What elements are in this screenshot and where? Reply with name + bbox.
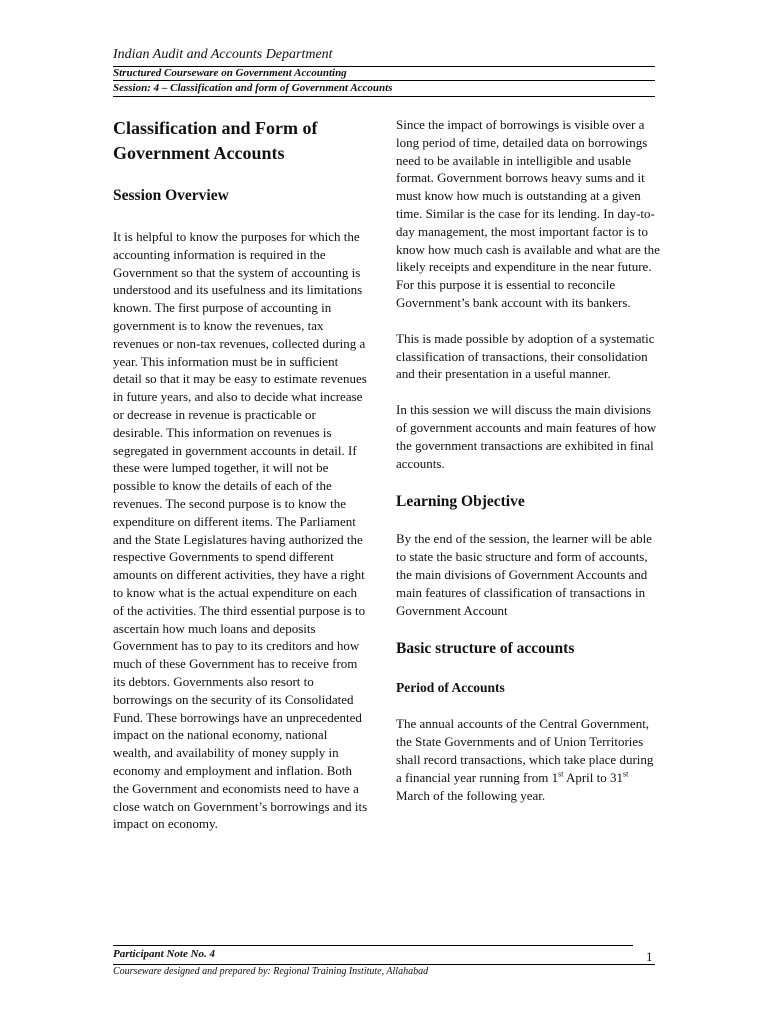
learning-objective-heading: Learning Objective <box>396 493 525 511</box>
session-intro-paragraph: In this session we will discuss the main divisions of government accounts and main features of how the government transactions are exhibited in final accounts. <box>396 402 657 471</box>
header-courseware: Structured Courseware on Government Accounting <box>113 67 347 79</box>
left-column <box>113 116 368 833</box>
borrowings-paragraph: Since the impact of borrowings is visible over a long period of time, detailed data on borrowings need to be available in intelligible and usable format. Government borrows heavy sums and it must know how much is outstanding at a given time. Similar is the case for its lending. In day-to-day management, the most important factor is to know how much cash is available and what are the likely receipts and expenditure in the near future. For this purpose it is essential to reconcile Government’s bank account with its bankers. <box>396 117 660 310</box>
header-department: Indian Audit and Accounts Department <box>113 47 333 62</box>
header-session: Session: 4 – Classification and form of Government Accounts <box>113 82 393 94</box>
page-title: Classification and Form of Government Accounts <box>113 118 318 163</box>
right-column <box>396 116 661 804</box>
header-rule-middle <box>113 80 655 81</box>
footer-rule <box>113 945 633 946</box>
session-overview-text: It is helpful to know the purposes for which the accounting information is required in the Government so that the system of accounting is understood and its usefulness and its limitations known. The first purpose of accounting in government is to know the revenues, tax revenues or non-tax revenues, collected during a year. This information must be in sufficient detail so that it may be easy to estimate revenues in future years, and also to decide what increase or decrease in revenue is practicable or desirable. This information on revenues is segregated in government accounts in detail. If these were lumped together, it will not be possible to know the details of each of the revenues. The second purpose is to know the expenditure on different items. The Parliament and the State Legislatures having authorized the respective Governments to spend different amounts on different activities, they have a right to know what is the actual expenditure on each of the activities. The third essential purpose is to ascertain how much loans and deposits Government has to pay to its creditors and how much of these Government has to receive from its debtors. Governments also resort to borrowings on the security of its Consolidated Fund. These borrowings have an unprecedented impact on the national economy, national wealth, and availability of money supply in economy and employment and inflation. Both the Government and economists need to have a close watch on Government’s borrowings and its impact on economy. <box>113 229 368 832</box>
session-overview-heading: Session Overview <box>113 187 229 204</box>
participant-note: Participant Note No. 4 <box>113 948 216 960</box>
page-number: 1 <box>646 949 653 964</box>
period-text-part-b: April to 31 <box>563 769 624 785</box>
period-superscript-1: st <box>558 769 564 779</box>
period-text-part-a: The annual accounts of the Central Government, the State Governments and of Union Territories shall record transactions, which take place during a financial year running from 1 <box>396 716 654 785</box>
classification-paragraph: This is made possible by adoption of a systematic classification of transactions, their consolidation and their presentation in a useful manner. <box>396 330 655 382</box>
period-of-accounts-text <box>396 715 661 804</box>
basic-structure-heading: Basic structure of accounts <box>396 640 575 658</box>
period-text-part-c: March of the following year. <box>396 787 546 803</box>
courseware-credit: Courseware designed and prepared by: Regional Training Institute, Allahabad <box>113 966 429 977</box>
learning-objective-text: By the end of the session, the learner will be able to state the basic structure and form of accounts, the main divisions of Government Accounts and main features of classification of transactions in Government Account <box>396 531 652 618</box>
footer-rule-bottom <box>113 964 655 965</box>
period-superscript-2: st <box>623 769 629 779</box>
period-of-accounts-heading: Period of Accounts <box>396 680 505 696</box>
header-rule-bottom <box>113 96 655 97</box>
